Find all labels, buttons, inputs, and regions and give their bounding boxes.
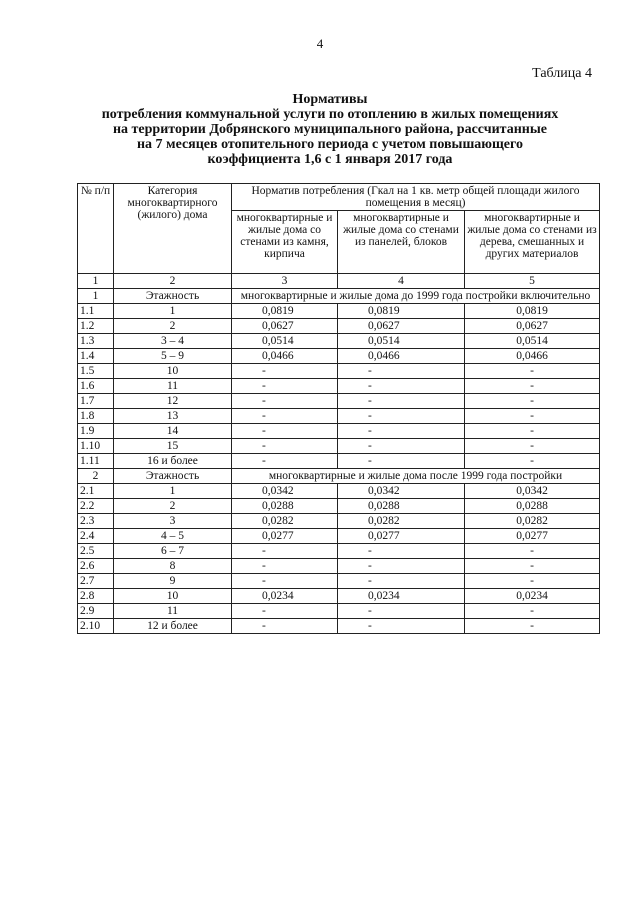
row-floors: 10 — [114, 364, 232, 379]
row-floors: 14 — [114, 424, 232, 439]
document-heading — [60, 92, 600, 167]
row-value-stone: 0,0627 — [232, 319, 338, 334]
table-row — [78, 394, 600, 409]
table-row — [78, 514, 600, 529]
row-value-panel: - — [338, 454, 465, 469]
row-value-panel: - — [338, 439, 465, 454]
table-row — [78, 379, 600, 394]
section-num: 2 — [78, 469, 114, 484]
row-value-panel: 0,0282 — [338, 514, 465, 529]
row-floors: 6 – 7 — [114, 544, 232, 559]
row-value-stone: - — [232, 424, 338, 439]
row-floors: 4 – 5 — [114, 529, 232, 544]
row-num: 1.9 — [78, 424, 114, 439]
row-floors: 12 — [114, 394, 232, 409]
row-value-stone: 0,0277 — [232, 529, 338, 544]
row-floors: 9 — [114, 574, 232, 589]
row-value-panel: 0,0234 — [338, 589, 465, 604]
row-value-wood: 0,0514 — [465, 334, 600, 349]
section-header-row — [78, 469, 600, 484]
row-floors: 10 — [114, 589, 232, 604]
row-floors: 5 – 9 — [114, 349, 232, 364]
row-floors: 15 — [114, 439, 232, 454]
row-num: 2.4 — [78, 529, 114, 544]
table-row — [78, 544, 600, 559]
row-value-panel: - — [338, 559, 465, 574]
row-value-wood: - — [465, 454, 600, 469]
row-value-wood: - — [465, 619, 600, 634]
row-value-panel: 0,0277 — [338, 529, 465, 544]
row-value-stone: 0,0282 — [232, 514, 338, 529]
row-value-wood: - — [465, 439, 600, 454]
row-floors: 13 — [114, 409, 232, 424]
row-num: 2.1 — [78, 484, 114, 499]
row-value-wood: - — [465, 364, 600, 379]
row-value-stone: - — [232, 439, 338, 454]
row-value-wood: - — [465, 379, 600, 394]
heading-line: коэффициента 1,6 с 1 января 2017 года — [207, 152, 453, 167]
header-col-panel: многоквартирные и жилые дома со стенами из панелей, блоков — [338, 211, 465, 274]
table-caption: Таблица 4 — [532, 66, 592, 81]
section-header-row — [78, 289, 600, 304]
table-row — [78, 604, 600, 619]
row-value-wood: - — [465, 604, 600, 619]
row-value-panel: - — [338, 394, 465, 409]
row-num: 2.5 — [78, 544, 114, 559]
table-row — [78, 574, 600, 589]
row-floors: 1 — [114, 484, 232, 499]
row-value-stone: 0,0234 — [232, 589, 338, 604]
row-num: 1.7 — [78, 394, 114, 409]
row-num: 1.8 — [78, 409, 114, 424]
table-row — [78, 589, 600, 604]
norms-table-body — [78, 184, 600, 634]
section-num: 1 — [78, 289, 114, 304]
table-row — [78, 304, 600, 319]
table-row — [78, 364, 600, 379]
row-value-panel: - — [338, 574, 465, 589]
row-value-panel: 0,0627 — [338, 319, 465, 334]
row-value-stone: 0,0288 — [232, 499, 338, 514]
row-value-stone: 0,0819 — [232, 304, 338, 319]
table-row — [78, 349, 600, 364]
row-value-panel: - — [338, 619, 465, 634]
index-row — [78, 274, 600, 289]
row-value-stone: - — [232, 559, 338, 574]
row-value-stone: - — [232, 604, 338, 619]
row-value-panel: - — [338, 604, 465, 619]
row-value-wood: 0,0819 — [465, 304, 600, 319]
row-value-stone: - — [232, 544, 338, 559]
table-row — [78, 319, 600, 334]
row-floors: 3 – 4 — [114, 334, 232, 349]
row-floors: 8 — [114, 559, 232, 574]
row-floors: 1 — [114, 304, 232, 319]
row-floors: 2 — [114, 499, 232, 514]
table-row — [78, 559, 600, 574]
header-norm-group: Норматив потребления (Гкал на 1 кв. метр общей площади жилого помещения в месяц) — [232, 184, 600, 211]
row-value-stone: - — [232, 409, 338, 424]
section-category: Этажность — [114, 289, 232, 304]
row-value-wood: 0,0277 — [465, 529, 600, 544]
row-value-panel: 0,0466 — [338, 349, 465, 364]
row-floors: 3 — [114, 514, 232, 529]
row-num: 2.7 — [78, 574, 114, 589]
table-row — [78, 619, 600, 634]
row-num: 1.6 — [78, 379, 114, 394]
table-row — [78, 529, 600, 544]
row-num: 2.6 — [78, 559, 114, 574]
row-value-wood: - — [465, 424, 600, 439]
row-value-wood: 0,0288 — [465, 499, 600, 514]
row-value-wood: 0,0282 — [465, 514, 600, 529]
row-value-wood: - — [465, 409, 600, 424]
table-row — [78, 439, 600, 454]
table-header-row — [78, 184, 600, 211]
index-cell: 2 — [114, 274, 232, 289]
row-floors: 16 и более — [114, 454, 232, 469]
row-value-stone: - — [232, 379, 338, 394]
header-category: Категория многоквартирного (жилого) дома — [114, 184, 232, 274]
row-value-wood: 0,0466 — [465, 349, 600, 364]
table-row — [78, 454, 600, 469]
index-cell: 1 — [78, 274, 114, 289]
row-num: 2.9 — [78, 604, 114, 619]
index-cell: 3 — [232, 274, 338, 289]
row-value-wood: - — [465, 559, 600, 574]
row-value-panel: 0,0288 — [338, 499, 465, 514]
row-value-panel: - — [338, 364, 465, 379]
row-value-wood: 0,0234 — [465, 589, 600, 604]
row-value-wood: 0,0342 — [465, 484, 600, 499]
row-num: 2.10 — [78, 619, 114, 634]
section-category: Этажность — [114, 469, 232, 484]
row-value-panel: - — [338, 424, 465, 439]
row-value-panel: 0,0819 — [338, 304, 465, 319]
header-col-stone: многоквартирные и жилые дома со стенами из камня, кирпича — [232, 211, 338, 274]
row-floors: 2 — [114, 319, 232, 334]
row-value-wood: - — [465, 574, 600, 589]
row-value-panel: - — [338, 379, 465, 394]
row-num: 2.2 — [78, 499, 114, 514]
row-value-panel: - — [338, 544, 465, 559]
row-value-wood: - — [465, 544, 600, 559]
row-value-stone: - — [232, 394, 338, 409]
row-value-stone: 0,0514 — [232, 334, 338, 349]
row-value-wood: 0,0627 — [465, 319, 600, 334]
row-value-panel: - — [338, 409, 465, 424]
table-row — [78, 334, 600, 349]
row-num: 2.3 — [78, 514, 114, 529]
row-value-stone: - — [232, 574, 338, 589]
row-floors: 12 и более — [114, 619, 232, 634]
row-floors: 11 — [114, 604, 232, 619]
row-num: 1.5 — [78, 364, 114, 379]
row-value-stone: - — [232, 364, 338, 379]
table-row — [78, 499, 600, 514]
table-row — [78, 409, 600, 424]
heading-line: потребления коммунальной услуги по отоплению в жилых помещениях — [101, 107, 559, 122]
row-floors: 11 — [114, 379, 232, 394]
header-col-wood: многоквартирные и жилые дома со стенами из дерева, смешанных и других материалов — [465, 211, 600, 274]
row-value-wood: - — [465, 394, 600, 409]
section-title: многоквартирные и жилые дома после 1999 года постройки — [232, 469, 600, 484]
norms-table — [77, 183, 600, 634]
row-value-panel: 0,0342 — [338, 484, 465, 499]
header-num: № п/п — [78, 184, 114, 274]
index-cell: 5 — [465, 274, 600, 289]
row-num: 1.4 — [78, 349, 114, 364]
row-num: 1.3 — [78, 334, 114, 349]
row-value-stone: 0,0466 — [232, 349, 338, 364]
row-num: 1.11 — [78, 454, 114, 469]
heading-line: Нормативы — [292, 92, 368, 107]
row-value-stone: - — [232, 619, 338, 634]
row-num: 1.10 — [78, 439, 114, 454]
page-number: 4 — [316, 36, 324, 51]
index-cell: 4 — [338, 274, 465, 289]
row-num: 1.2 — [78, 319, 114, 334]
row-value-stone: - — [232, 454, 338, 469]
row-num: 2.8 — [78, 589, 114, 604]
section-title: многоквартирные и жилые дома до 1999 года постройки включительно — [232, 289, 600, 304]
row-num: 1.1 — [78, 304, 114, 319]
table-row — [78, 424, 600, 439]
heading-line: на 7 месяцев отопительного периода с учетом повышающего — [136, 137, 524, 152]
row-value-stone: 0,0342 — [232, 484, 338, 499]
table-row — [78, 484, 600, 499]
heading-line: на территории Добрянского муниципального района, рассчитанные — [112, 122, 548, 137]
row-value-panel: 0,0514 — [338, 334, 465, 349]
